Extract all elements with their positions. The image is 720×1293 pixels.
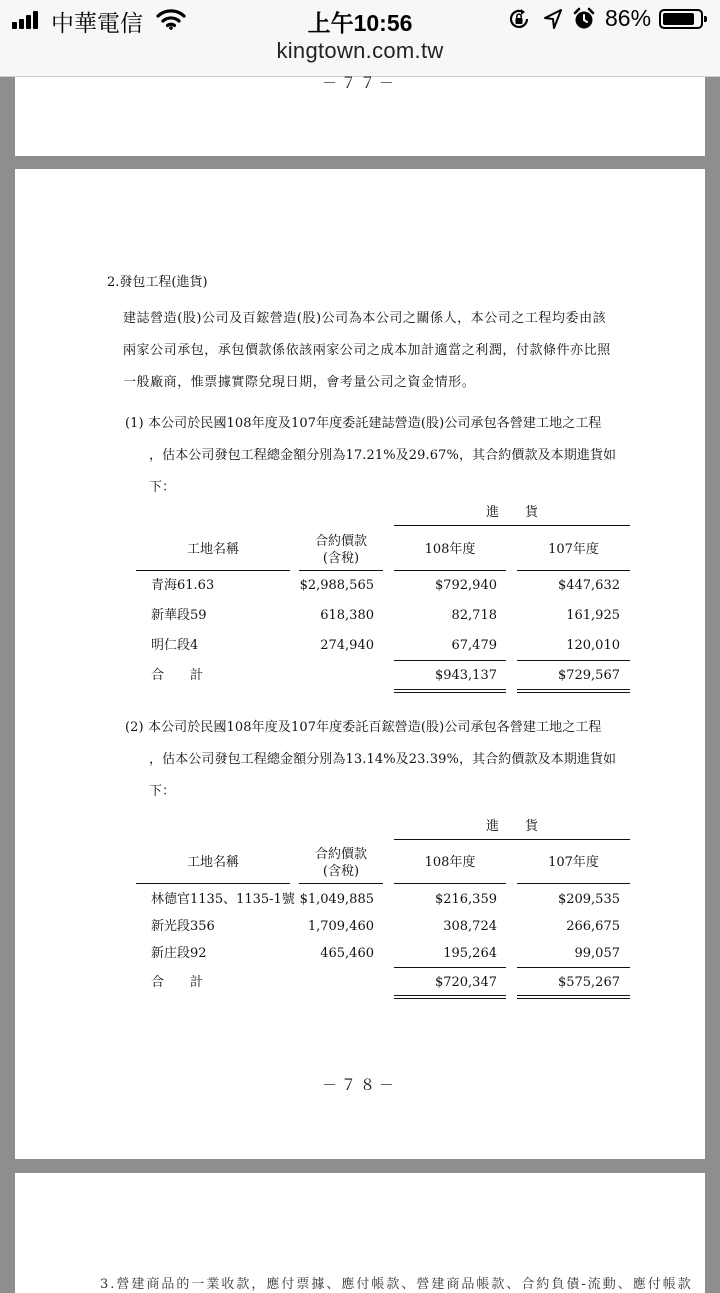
table2-site-name: 新庄段92	[151, 946, 207, 961]
status-bar	[0, 0, 720, 77]
section-title: 2.發包工程(進貨)	[107, 275, 208, 290]
table1-107-value: 120,010	[566, 638, 620, 653]
clock: 上午10:56	[307, 10, 413, 36]
table1-site-name: 新華段59	[151, 608, 207, 623]
alarm-clock-icon	[573, 7, 595, 31]
battery-icon	[659, 9, 703, 29]
paragraph-line: 兩家公司承包，承包價款係依該兩家公司之成本加計適當之利潤，付款條件亦比照	[123, 343, 611, 358]
table1-col-108: 108年度	[424, 542, 476, 557]
table1-contract-value: 274,940	[320, 638, 374, 653]
table1-contract-value: 618,380	[320, 608, 374, 623]
table1-group-header: 進 貨	[485, 505, 538, 520]
table1-intro-line: (1) 本公司於民國108年度及107年度委託建誌營造(股)公司承包各營建工地之工程	[125, 416, 602, 431]
table1-total-107: $729,567	[557, 668, 620, 683]
table1-intro-line: 下：	[149, 480, 176, 495]
table2-intro-line: ，估本公司發包工程總金額分別為13.14%及23.39%，其合約價款及本期進貨如	[149, 752, 617, 767]
table1-intro-line: ，估本公司發包工程總金額分別為17.21%及29.67%，其合約價款及本期進貨如	[149, 448, 617, 463]
table2-108-value: 195,264	[443, 946, 497, 961]
table2-108-value: 308,724	[443, 919, 497, 934]
rotation-lock-icon	[508, 8, 530, 30]
table2-total-107: $575,267	[557, 975, 620, 990]
location-arrow-icon	[543, 8, 563, 30]
table1-col-107: 107年度	[548, 542, 599, 557]
battery-level-fill	[663, 13, 694, 25]
previous-page-number: －７７－	[321, 74, 398, 92]
url-bar[interactable]: kingtown.com.tw	[276, 38, 444, 63]
table2-107-value: $209,535	[557, 892, 620, 907]
pdf-page-next	[15, 1173, 705, 1293]
table2-107-value: 99,057	[574, 946, 620, 961]
carrier-name: 中華電信	[51, 10, 143, 36]
table2-contract-value: $1,049,885	[299, 892, 374, 907]
table1-108-value: 82,718	[451, 608, 497, 623]
table1-total-108: $943,137	[434, 668, 497, 683]
pdf-page-previous	[15, 74, 705, 156]
table1-107-value: 161,925	[566, 608, 620, 623]
table2-col-site: 工地名稱	[186, 855, 239, 870]
next-page-partial-text: 3.營建商品的一業收款，應付票據、應付帳款、營建商品帳款、合約負債-流動、應付帳款	[100, 1277, 693, 1292]
table2-107-value: 266,675	[566, 919, 620, 934]
table2-intro-line: (2) 本公司於民國108年度及107年度委託百鋐營造(股)公司承包各營建工地之工程	[125, 720, 602, 735]
paragraph-line: 建誌營造(股)公司及百鋐營造(股)公司為本公司之關係人，本公司之工程均委由該	[123, 311, 607, 326]
table1-107-value: $447,632	[557, 578, 620, 593]
table2-108-value: $216,359	[434, 892, 497, 907]
table2-col-107: 107年度	[548, 855, 599, 870]
table2-site-name: 新光段356	[151, 919, 215, 934]
table2-col-108: 108年度	[424, 855, 476, 870]
table1-contract-value: $2,988,565	[299, 578, 374, 593]
table1-site-name: 明仁段4	[151, 638, 199, 653]
table2-total-108: $720,347	[434, 975, 497, 990]
table1-site-name: 青海61.63	[151, 578, 215, 593]
table2-contract-value: 1,709,460	[307, 919, 374, 934]
paragraph-line: 一般廠商，惟票據實際兌現日期，會考量公司之資金情形。	[123, 375, 476, 390]
page-number: －７８－	[321, 1076, 398, 1094]
table1-108-value: $792,940	[434, 578, 497, 593]
battery-percentage: 86%	[605, 5, 652, 31]
table1-108-value: 67,479	[451, 638, 497, 653]
table1-total-label: 合 計	[151, 668, 204, 683]
table2-contract-value: 465,460	[320, 946, 374, 961]
table2-total-label: 合 計	[151, 975, 204, 990]
table1-col-site: 工地名稱	[186, 542, 239, 557]
table2-group-header: 進 貨	[485, 819, 538, 834]
table2-intro-line: 下：	[149, 784, 176, 799]
pdf-page-78	[15, 169, 705, 1159]
table2-site-name: 林德官1135、1135-1號	[151, 892, 295, 907]
table2-col-contract: 合約價款 (含稅)	[314, 847, 367, 879]
table1-col-contract: 合約價款 (含稅)	[314, 534, 367, 566]
